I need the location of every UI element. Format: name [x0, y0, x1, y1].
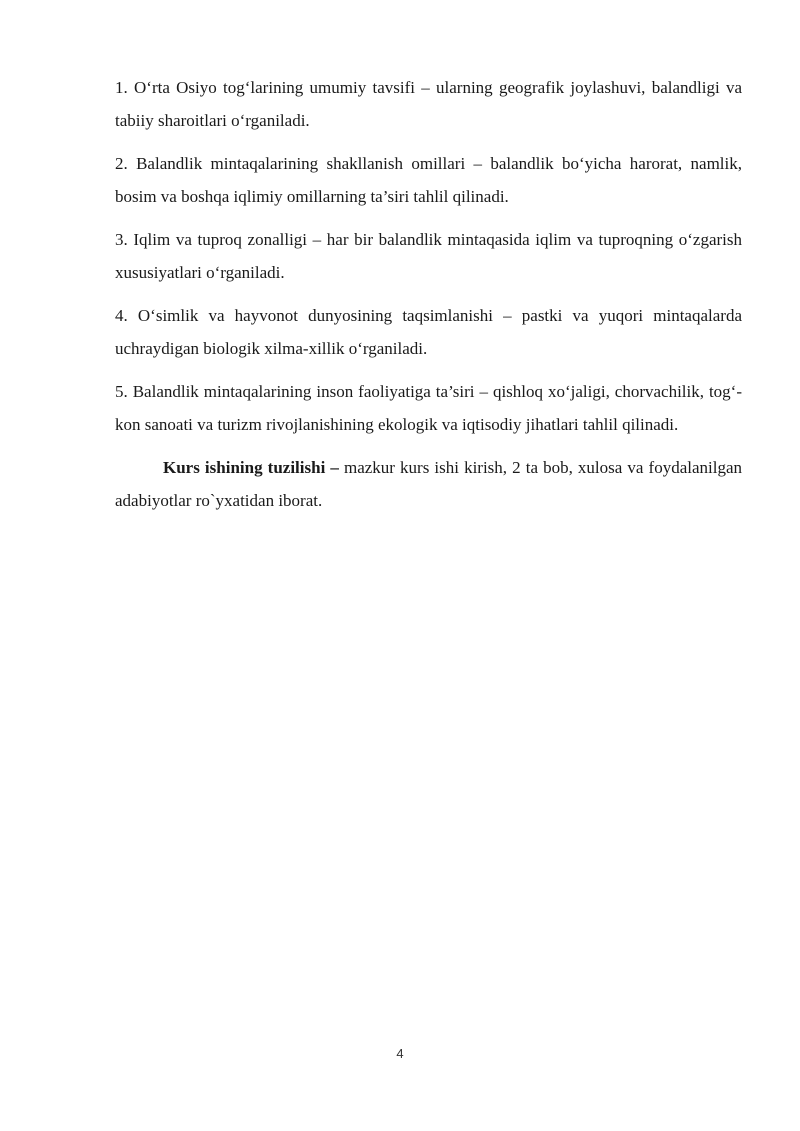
list-item-4: 4. O‘simlik va hayvonot dunyosining taqsimlanishi – pastki va yuqori mintaqalarda uchraydigan biologik xilma-xillik o‘rganiladi.	[115, 306, 742, 358]
list-item-3: 3. Iqlim va tuproq zonalligi – har bir balandlik mintaqasida iqlim va tuproqning o‘zgarish xususiyatlari o‘rganiladi.	[115, 230, 742, 282]
page-number: 4	[396, 1046, 404, 1061]
structure-heading: Kurs ishining tuzilishi –	[163, 458, 339, 477]
structure-paragraph	[115, 451, 742, 517]
structure-text: mazkur kurs ishi kirish, 2 ta bob, xulosa va foydalanilgan adabiyotlar ro`yxatidan iborat.	[115, 458, 742, 510]
list-item-5: 5. Balandlik mintaqalarining inson faoliyatiga ta’siri – qishloq xo‘jaligi, chorvachilik, tog‘-kon sanoati va turizm rivojlanishining ekologik va iqtisodiy jihatlari tahlil qilinadi.	[115, 382, 742, 434]
list-item-2: 2. Balandlik mintaqalarining shakllanish omillari – balandlik bo‘yicha harorat, namlik, bosim va boshqa iqlimiy omillarning ta’siri tahlil qilinadi.	[115, 154, 742, 206]
list-item-1: 1. O‘rta Osiyo tog‘larining umumiy tavsifi – ularning geografik joylashuvi, balandligi va tabiiy sharoitlari o‘rganiladi.	[115, 78, 742, 130]
document-body	[115, 71, 742, 527]
